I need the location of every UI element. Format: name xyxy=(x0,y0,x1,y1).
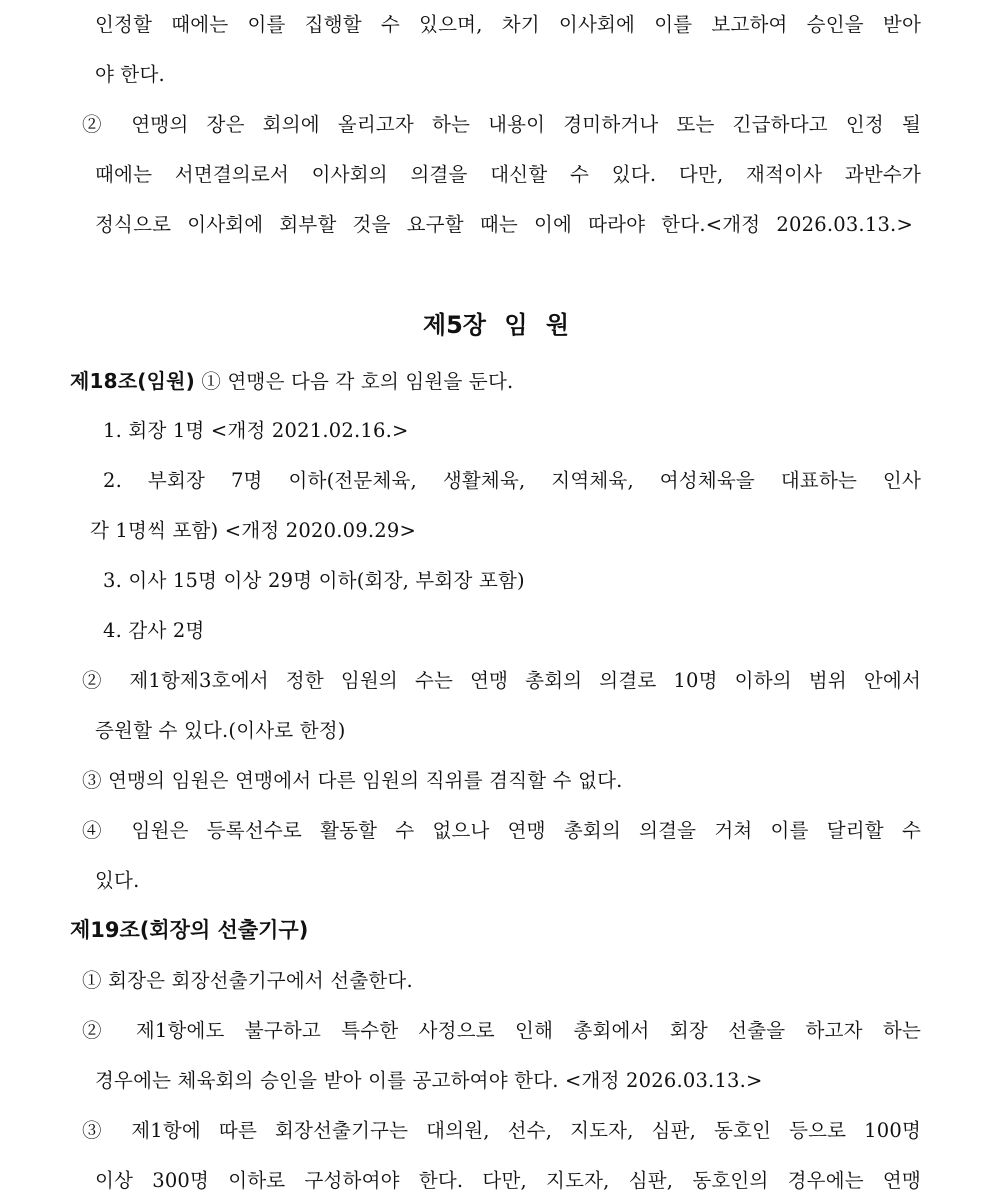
article-19-para-3-line-2: 이상 300명 이하로 구성하여야 한다. 다만, 지도자, 심판, 동호인의 경우에는 연맹 xyxy=(95,1169,921,1192)
article-18-first-line xyxy=(70,366,513,397)
article-19-heading: 제19조(회장의 선출기구) xyxy=(70,918,309,942)
article-18-heading: 제18조(임원) xyxy=(70,369,195,393)
article-19-para-2-line-2: 경우에는 체육회의 승인을 받아 이를 공고하여야 한다. <개정 2026.03.13.> xyxy=(95,1069,763,1092)
article-18-para-4-line-1: ④ 임원은 등록선수로 활동할 수 없으나 연맹 총회의 의결을 거쳐 이를 달리할 수 xyxy=(82,819,921,842)
intro-line-2: 야 한다. xyxy=(95,63,165,86)
article-18-para-2-line-1: ② 제1항제3호에서 정한 임원의 수는 연맹 총회의 의결로 10명 이하의 범위 안에서 xyxy=(82,669,921,692)
article-18-para-2-line-2: 증원할 수 있다.(이사로 한정) xyxy=(95,719,346,742)
article-18-item-2-line-2: 각 1명씩 포함) <개정 2020.09.29> xyxy=(90,519,416,542)
article-19-para-1: ① 회장은 회장선출기구에서 선출한다. xyxy=(82,969,413,992)
article-18-item-1: 1. 회장 1명 <개정 2021.02.16.> xyxy=(103,419,409,442)
article-18-item-4: 4. 감사 2명 xyxy=(103,619,205,642)
intro-para2-line-1: ② 연맹의 장은 회의에 올리고자 하는 내용이 경미하거나 또는 긴급하다고 인정 될 xyxy=(82,113,921,136)
article-18-item-2-line-1: 2. 부회장 7명 이하(전문체육, 생활체육, 지역체육, 여성체육을 대표하는 인사 xyxy=(103,469,921,492)
intro-line-1: 인정할 때에는 이를 집행할 수 있으며, 차기 이사회에 이를 보고하여 승인을 받아 xyxy=(95,13,921,36)
article-18-para-4-line-2: 있다. xyxy=(95,869,140,892)
article-18-para-3: ③ 연맹의 임원은 연맹에서 다른 임원의 직위를 겸직할 수 없다. xyxy=(82,769,623,792)
chapter-title: 제5장 임 원 xyxy=(422,311,570,339)
article-18-para-1: ① 연맹은 다음 각 호의 임원을 둔다. xyxy=(201,370,514,393)
intro-para2-line-3: 정식으로 이사회에 회부할 것을 요구할 때는 이에 따라야 한다.<개정 2026.03.13.> xyxy=(95,213,913,236)
article-19-para-3-line-1: ③ 제1항에 따른 회장선출기구는 대의원, 선수, 지도자, 심판, 동호인 등으로 100명 xyxy=(82,1119,921,1142)
intro-para2-line-2: 때에는 서면결의로서 이사회의 의결을 대신할 수 있다. 다만, 재적이사 과반수가 xyxy=(95,163,921,186)
article-19-para-2-line-1: ② 제1항에도 불구하고 특수한 사정으로 인해 총회에서 회장 선출을 하고자 하는 xyxy=(82,1019,921,1042)
article-18-item-3: 3. 이사 15명 이상 29명 이하(회장, 부회장 포함) xyxy=(103,569,525,592)
